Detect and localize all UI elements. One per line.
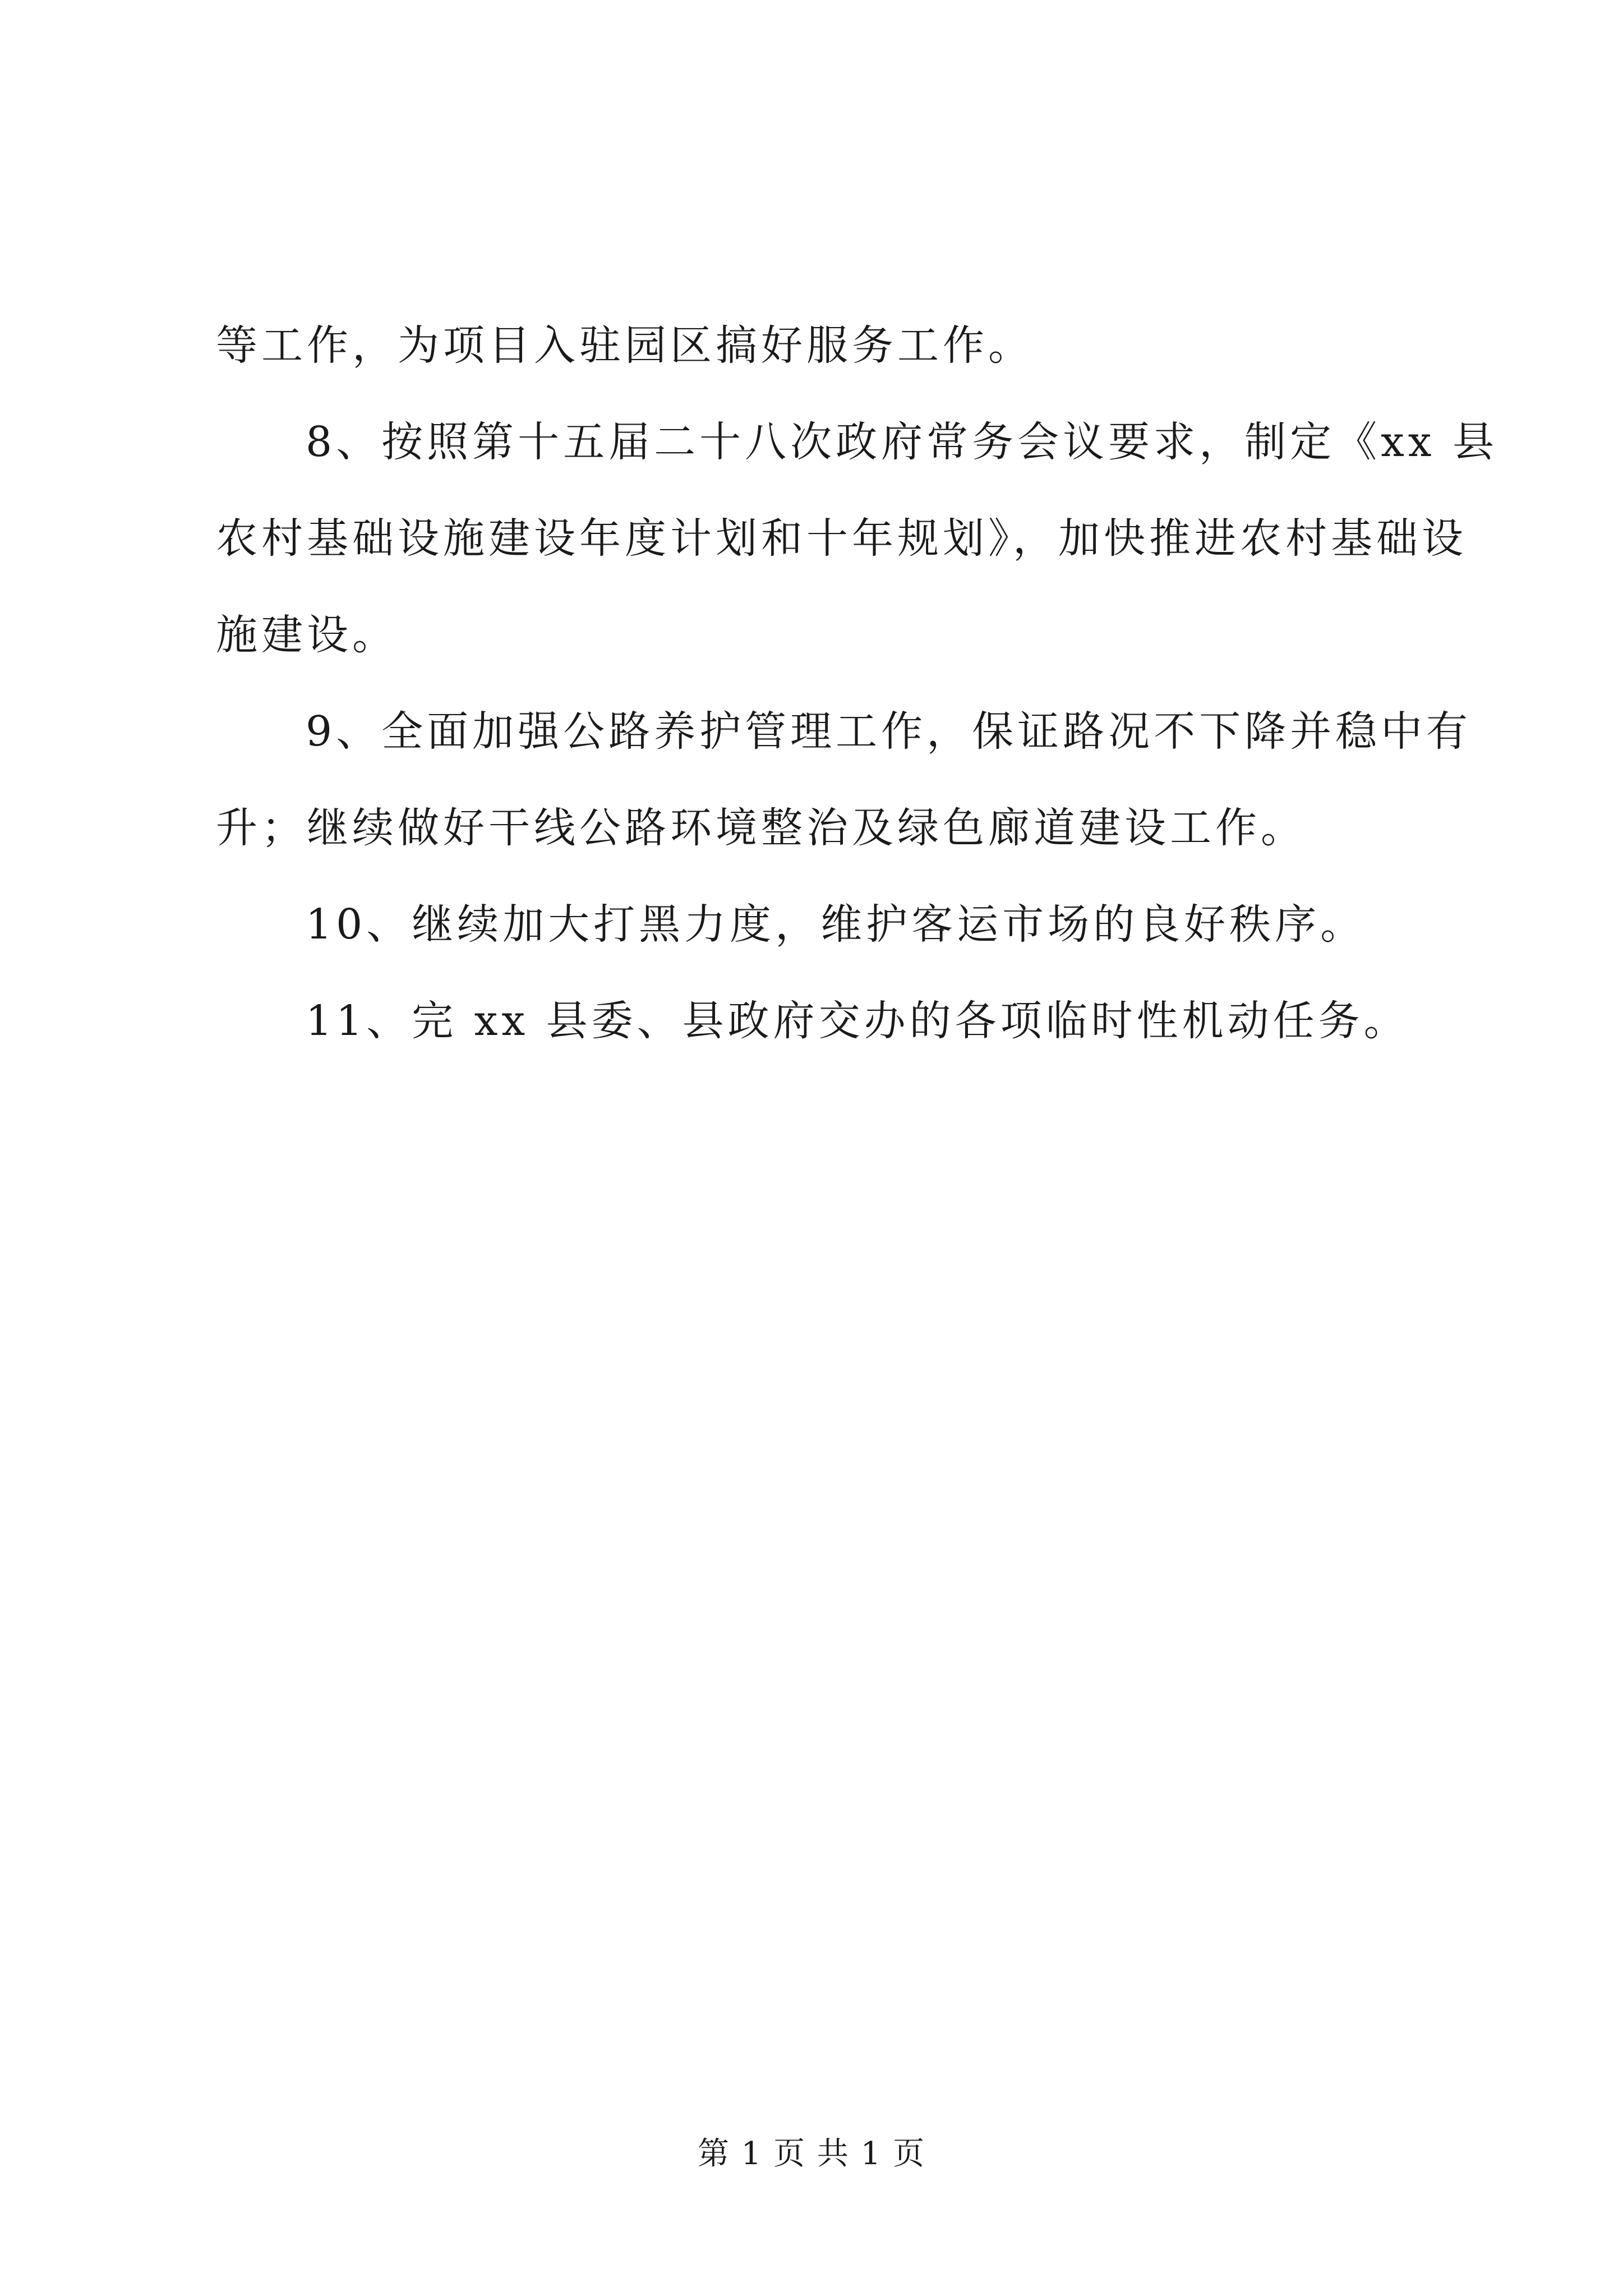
document-body [216, 297, 1498, 1069]
body-line: 农村基础设施建设年度计划和十年规划》，加快推进农村基础设 [216, 514, 1467, 563]
body-line: 升；继续做好干线公路环境整治及绿色廊道建设工作。 [216, 804, 1306, 852]
body-line-item-9: 9、全面加强公路养护管理工作，保证路况不下降并稳中有 [306, 707, 1472, 756]
body-line: 施建设。 [216, 611, 398, 659]
body-line-item-11: 11、完 xx 县委、县政府交办的各项临时性机动任务。 [306, 997, 1409, 1045]
body-line-item-8: 8、按照第十五届二十八次政府常务会议要求，制定《xx 县 [306, 418, 1498, 466]
page-footer: 第 1 页 共 1 页 [697, 2136, 926, 2172]
body-line: 等工作，为项目入驻园区搞好服务工作。 [216, 321, 1034, 370]
body-line-item-10: 10、继续加大打黑力度，维护客运市场的良好秩序。 [306, 900, 1366, 949]
